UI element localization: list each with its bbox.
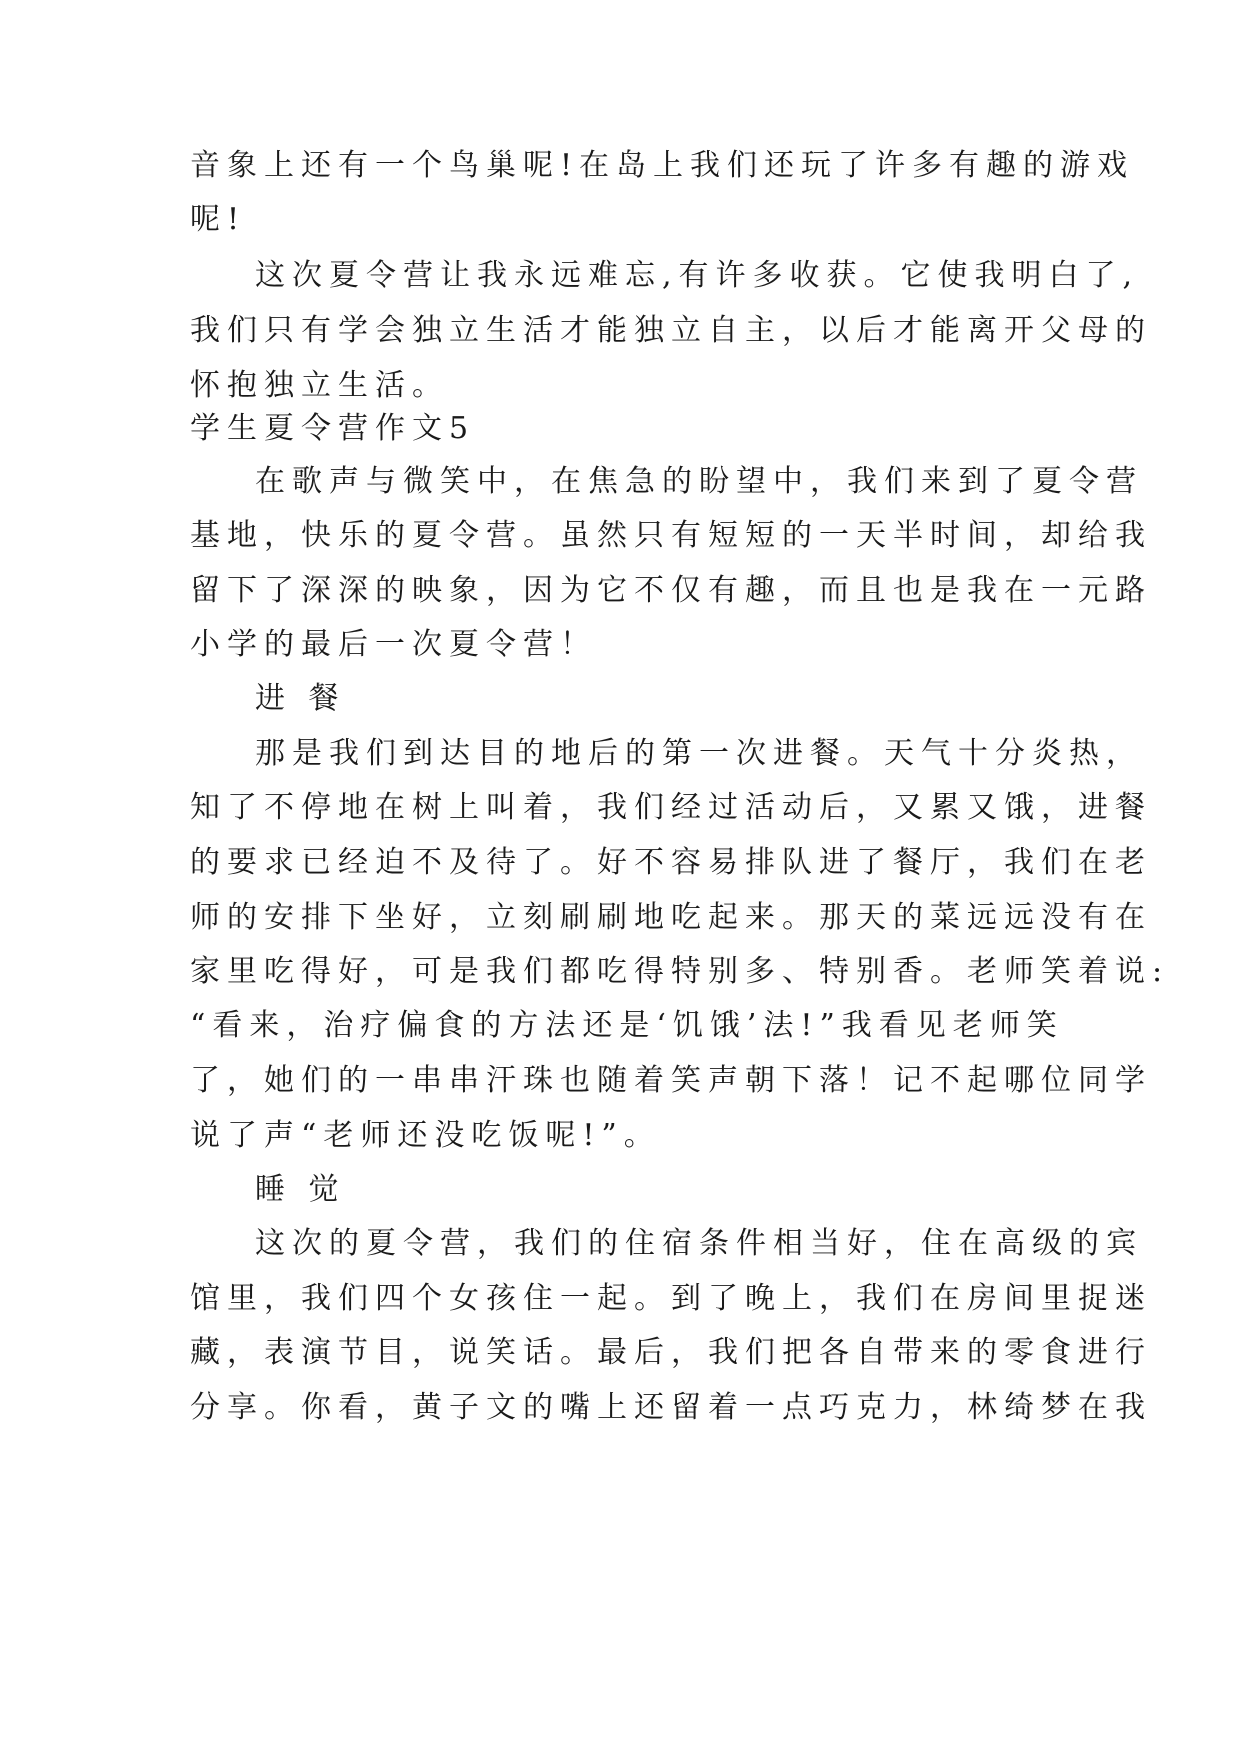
paragraph-start: 这次夏令营让我永远难忘,有许多收获。它使我明白了, bbox=[255, 258, 1140, 293]
subheading-sleeping: 睡 觉 bbox=[255, 1172, 346, 1207]
text-line: 基地，快乐的夏令营。虽然只有短短的一天半时间，却给我 bbox=[190, 518, 1152, 553]
text-line: 藏，表演节目，说笑话。最后，我们把各自带来的零食进行 bbox=[190, 1335, 1152, 1370]
text-line: 我们只有学会独立生活才能独立自主，以后才能离开父母的 bbox=[190, 313, 1152, 348]
text-line: 馆里，我们四个女孩住一起。到了晚上，我们在房间里捉迷 bbox=[190, 1281, 1152, 1316]
text-line: 了，她们的一串串汗珠也随着笑声朝下落！记不起哪位同学 bbox=[190, 1063, 1152, 1098]
text-line: 知了不停地在树上叫着，我们经过活动后，又累又饿，进餐 bbox=[190, 790, 1152, 825]
paragraph-start: 那是我们到达目的地后的第一次进餐。天气十分炎热， bbox=[255, 736, 1143, 771]
text-line: 音象上还有一个鸟巢呢!在岛上我们还玩了许多有趣的游戏 bbox=[190, 148, 1135, 183]
text-line: 呢! bbox=[190, 202, 247, 237]
paragraph-start: 这次的夏令营，我们的住宿条件相当好，住在高级的宾 bbox=[255, 1226, 1143, 1261]
text-line: 的要求已经迫不及待了。好不容易排队进了餐厅，我们在老 bbox=[190, 845, 1152, 880]
text-line: “看来，治疗偏食的方法还是‘饥饿’法!”我看见老师笑 bbox=[190, 1008, 1064, 1043]
paragraph-start: 在歌声与微笑中，在焦急的盼望中，我们来到了夏令营 bbox=[255, 464, 1143, 499]
text-line: 留下了深深的映象，因为它不仅有趣，而且也是我在一元路 bbox=[190, 573, 1152, 608]
text-line: 师的安排下坐好，立刻刷刷地吃起来。那天的菜远远没有在 bbox=[190, 900, 1152, 935]
text-line: 家里吃得好，可是我们都吃得特别多、特别香。老师笑着说: bbox=[190, 954, 1170, 989]
subheading-dining: 进 餐 bbox=[255, 681, 346, 716]
text-line: 小学的最后一次夏令营！ bbox=[190, 627, 597, 662]
text-line: 说了声“老师还没吃饭呢!”。 bbox=[190, 1118, 661, 1153]
text-line: 怀抱独立生活。 bbox=[190, 368, 449, 403]
text-line: 分享。你看，黄子文的嘴上还留着一点巧克力，林绮梦在我 bbox=[190, 1390, 1152, 1425]
section-heading: 学生夏令营作文5 bbox=[190, 411, 476, 446]
